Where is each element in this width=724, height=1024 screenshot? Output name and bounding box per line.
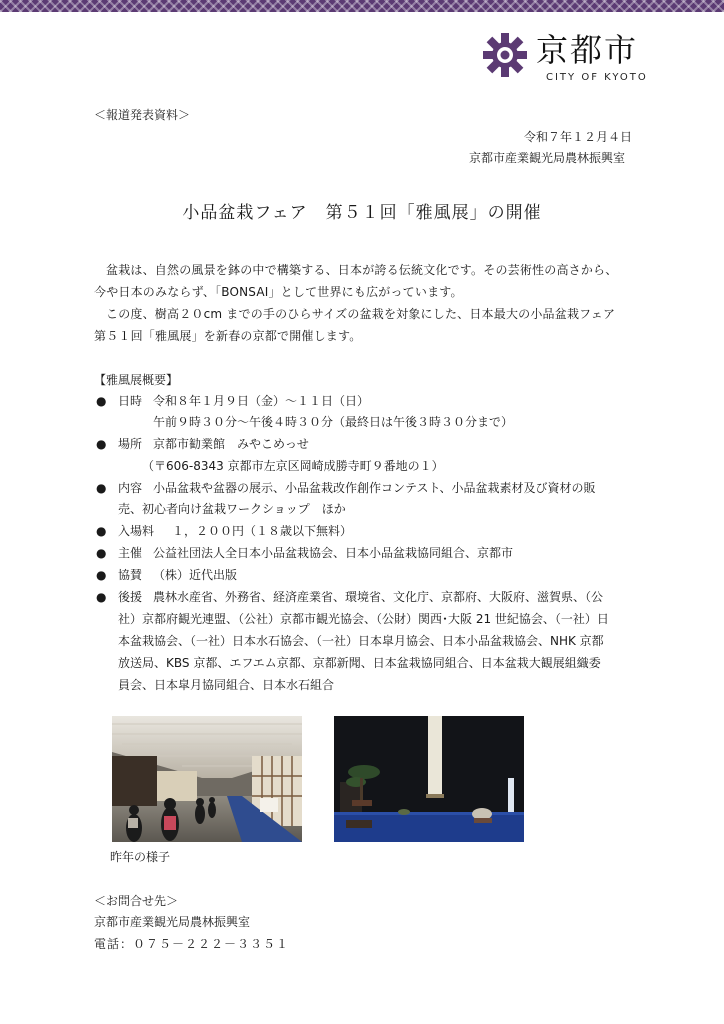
bullet-icon: ● xyxy=(96,524,107,538)
logo-name: 京都市 xyxy=(536,31,639,69)
contact-office: 京都市産業観光局農林振興室 xyxy=(94,915,251,929)
city-logo xyxy=(482,30,648,86)
support-line-4: 放送局、KBS 京都、エフエム京都、京都新聞、日本盆栽協同組合、日本盆栽大観展組織委 xyxy=(118,656,601,670)
issuer: 京都市産業観光局農林振興室 xyxy=(469,151,626,165)
bonsai-display-photo xyxy=(334,716,524,842)
exhibition-hall-photo xyxy=(112,716,302,842)
logo-subtitle: CITY OF KYOTO xyxy=(546,72,648,83)
sponsor-value: （株）近代出版 xyxy=(153,568,238,582)
item-label-sponsor: 協賛 xyxy=(118,568,143,582)
photo-caption: 昨年の様子 xyxy=(110,850,171,864)
bullet-icon: ● xyxy=(96,590,107,604)
content-line-1: 小品盆栽や盆器の展示、小品盆栽改作創作コンテスト、小品盆栽素材及び資材の販 xyxy=(153,481,596,495)
support-line-1: 農林水産省、外務省、経済産業省、環境省、文化庁、京都府、大阪府、滋賀県、（公 xyxy=(153,590,604,604)
support-line-5: 員会、日本皐月協同組合、日本水石組合 xyxy=(118,678,335,692)
venue-address: （〒606-8343 京都市左京区岡崎成勝寺町９番地の１） xyxy=(142,459,444,473)
bullet-icon: ● xyxy=(96,481,107,495)
release-date: 令和７年１２月４日 xyxy=(524,130,633,144)
contact-phone: 電話：０７５－２２２－３３５１ xyxy=(94,937,290,951)
support-line-2: 社）京都府観光連盟、（公社）京都市観光協会、（公財）関西･大阪 21 世紀協会、（一社）日 xyxy=(118,612,609,626)
item-label-support: 後援 xyxy=(118,590,143,604)
decorative-border xyxy=(0,0,724,12)
intro-line-4: 第５１回「雅風展」を新春の京都で開催します。 xyxy=(94,329,362,343)
intro-line-2: 今や日本のみならず、「BONSAI」として世界にも広がっています。 xyxy=(94,285,463,299)
organizer-value: 公益社団法人全日本小品盆栽協会、日本小品盆栽協同組合、京都市 xyxy=(153,546,514,560)
contact-heading: ＜お問合せ先＞ xyxy=(94,894,179,908)
datetime-hours: 午前９時３０分～午後４時３０分（最終日は午後３時３０分まで） xyxy=(153,415,514,429)
bullet-icon: ● xyxy=(96,568,107,582)
intro-line-3: この度、樹高２０cm までの手のひらサイズの盆栽を対象にした、日本最大の小品盆栽フェア xyxy=(106,307,616,321)
support-line-3: 本盆栽協会、（一社）日本水石協会、（一社）日本皐月協会、日本小品盆栽協会、NHK 京都 xyxy=(118,634,604,648)
venue-name: 京都市勧業館 みやこめっせ xyxy=(153,437,309,451)
content-line-2: 売、初心者向け盆栽ワークショップ ほか xyxy=(118,502,346,516)
item-label-datetime: 日時 xyxy=(118,394,143,408)
item-label-admission: 入場料 xyxy=(118,524,155,538)
bullet-icon: ● xyxy=(96,394,107,408)
bullet-icon: ● xyxy=(96,546,107,560)
admission-fee: １，２００円（１８歳以下無料） xyxy=(172,524,353,538)
document-title: 小品盆栽フェア 第５１回「雅風展」の開催 xyxy=(182,203,542,223)
item-label-content: 内容 xyxy=(118,481,143,495)
overview-heading: 【雅風展概要】 xyxy=(94,373,179,387)
item-label-organizer: 主催 xyxy=(118,546,143,560)
datetime-date: 令和８年１月９日（金）～１１日（日） xyxy=(153,394,370,408)
bullet-icon: ● xyxy=(96,437,107,451)
kyoto-emblem-icon xyxy=(482,32,528,78)
intro-line-1: 盆栽は、自然の風景を鉢の中で構築する、日本が誇る伝統文化です。その芸術性の高さから、 xyxy=(106,263,618,277)
press-release-label: ＜報道発表資料＞ xyxy=(94,108,191,122)
item-label-venue: 場所 xyxy=(118,437,143,451)
